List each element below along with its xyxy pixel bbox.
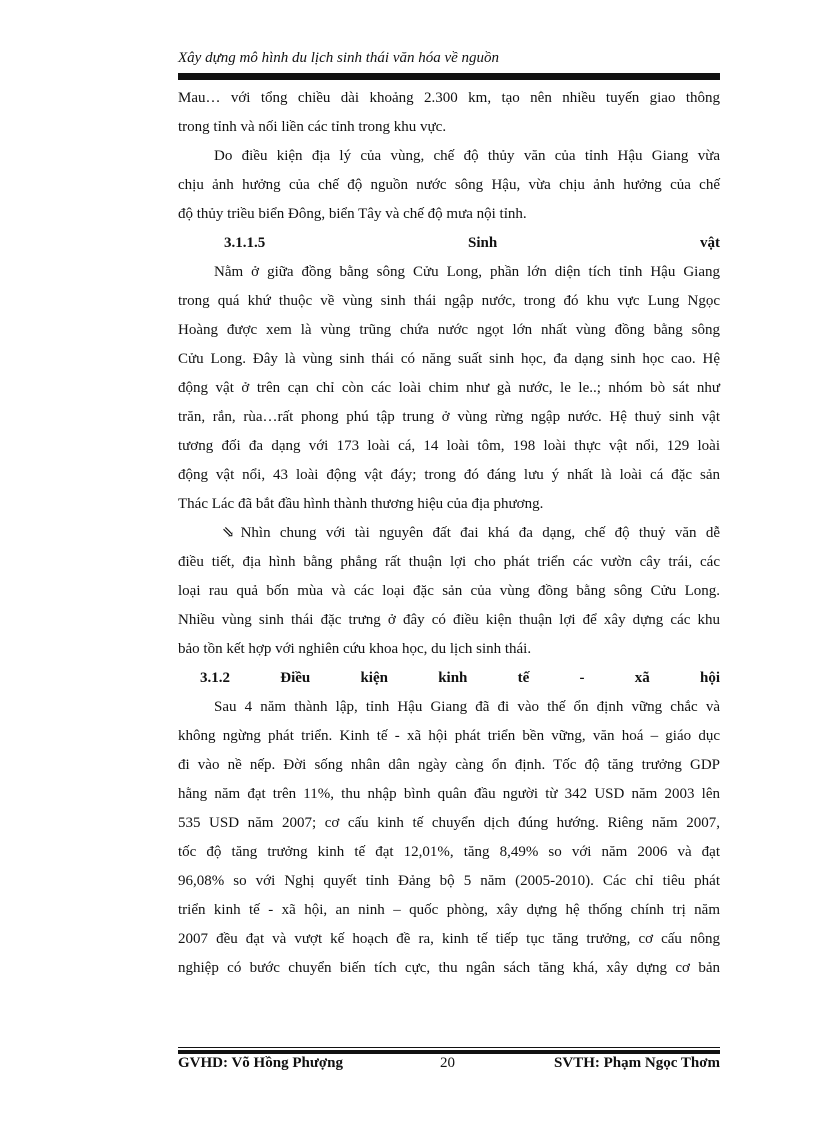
- body-line: Nhiều vùng sinh thái đặc trưng ở đây có điều kiện thuận lợi để xây dựng các khu: [178, 612, 720, 628]
- body-line: tốc độ tăng trưởng kinh tế đạt 12,01%, tăng 8,49% so với năm 2006 và đạt: [178, 844, 720, 860]
- body-line: 96,08% so với Nghị quyết tỉnh Đảng bộ 5 năm (2005-2010). Các chỉ tiêu phát: [178, 873, 720, 889]
- body-line: 2007 đều đạt và vượt kế hoạch đề ra, kinh tế tiếp tục tăng trưởng, cơ cấu nông: [178, 931, 720, 947]
- body-line: đi vào nề nếp. Đời sống nhân dân ngày càng ổn định. Tốc độ tăng trưởng GDP: [178, 757, 720, 773]
- body-line: Thác Lác đã bắt đầu hình thành thương hiệu của địa phương.: [178, 496, 544, 512]
- running-header: Xây dựng mô hình du lịch sinh thái văn hóa về nguồn: [178, 50, 500, 66]
- body-line: triển kinh tế - xã hội, an ninh – quốc phòng, xây dựng hệ thống chính trị năm: [178, 902, 720, 918]
- body-line: động vật ở trên cạn chỉ còn các loài chim như gà nước, le le..; nhóm bò sát như: [178, 380, 720, 396]
- footer-rule: [178, 1050, 720, 1054]
- body-line: 535 USD năm 2007; cơ cấu kinh tế chuyển dịch đúng hướng. Riêng năm 2007,: [178, 815, 720, 831]
- body-line: điều tiết, địa hình bằng phẳng rất thuận lợi cho phát triển các vườn cây trái, các: [178, 554, 720, 570]
- section-heading: 3.1.2 Điều kiện kinh tế - xã hội: [200, 670, 720, 686]
- body-line: trong tỉnh và nối liền các tỉnh trong khu vực.: [178, 119, 447, 135]
- body-line: không ngừng phát triển. Kinh tế - xã hội phát triển bền vững, văn hoá – giáo dục: [178, 728, 720, 744]
- page-number: 20: [440, 1055, 455, 1071]
- body-line: tương đối đa dạng với 173 loài cá, 14 loài tôm, 198 loài thực vật nổi, 129 loài: [178, 438, 720, 454]
- body-line: trăn, rắn, rùa…rất phong phú tập trung ở vùng rừng ngập nước. Hệ thuỷ sinh vật: [178, 409, 720, 425]
- body-line: động vật nổi, 43 loài động vật đáy; trong đó đáng lưu ý nhất là loài cá đặc sản: [178, 467, 720, 483]
- footer-rule-thin: [178, 1047, 720, 1048]
- body-line: Hoàng được xem là vùng trũng chứa nước ngọt lớn nhất vùng đồng bằng sông: [178, 322, 720, 338]
- header-rule: [178, 73, 720, 80]
- body-text: Nhìn chung với tài nguyên đất đai khá đa dạng, chế độ thuỷ văn dễ: [240, 525, 720, 541]
- body-line: Mau… với tổng chiều dài khoảng 2.300 km, tạo nên nhiều tuyến giao thông: [178, 90, 720, 106]
- body-line: loại rau quả bốn mùa và các loại đặc sản của vùng đồng bằng sông Cửu Long.: [178, 583, 720, 599]
- body-line: nghiệp có bước chuyển biến tích cực, thu ngân sách tăng khá, xây dựng cơ bản: [178, 960, 720, 976]
- body-line: chịu ảnh hưởng của chế độ nguồn nước sông Hậu, vừa chịu ảnh hưởng của chế: [178, 177, 720, 193]
- body-line: Nằm ở giữa đồng bằng sông Cửu Long, phần lớn diện tích tỉnh Hậu Giang: [214, 264, 720, 280]
- arrow-icon: ⇘: [222, 525, 235, 541]
- advisor-name: GVHD: Võ Hồng Phượng: [178, 1055, 343, 1071]
- body-line: Do điều kiện địa lý của vùng, chế độ thủy văn của tỉnh Hậu Giang vừa: [214, 148, 720, 164]
- body-line: [178, 519, 720, 548]
- body-line: bảo tồn kết hợp với nghiên cứu khoa học, du lịch sinh thái.: [178, 641, 532, 657]
- body-line: Cửu Long. Đây là vùng sinh thái có năng suất sinh học, đa dạng sinh học cao. Hệ: [178, 351, 720, 367]
- body-line: Sau 4 năm thành lập, tỉnh Hậu Giang đã đi vào thế ổn định vững chắc và: [214, 699, 720, 715]
- body-line: độ thủy triều biển Đông, biển Tây và chế độ mưa nội tỉnh.: [178, 206, 527, 222]
- section-heading: 3.1.1.5 Sinh vật: [224, 235, 720, 251]
- page-body: [178, 84, 720, 983]
- student-name: SVTH: Phạm Ngọc Thơm: [554, 1055, 720, 1071]
- body-line: trong quá khứ thuộc về vùng sinh thái ngập nước, trong đó khu vực Lung Ngọc: [178, 293, 720, 309]
- body-line: hằng năm đạt trên 11%, thu nhập bình quân đầu người từ 342 USD năm 2003 lên: [178, 786, 720, 802]
